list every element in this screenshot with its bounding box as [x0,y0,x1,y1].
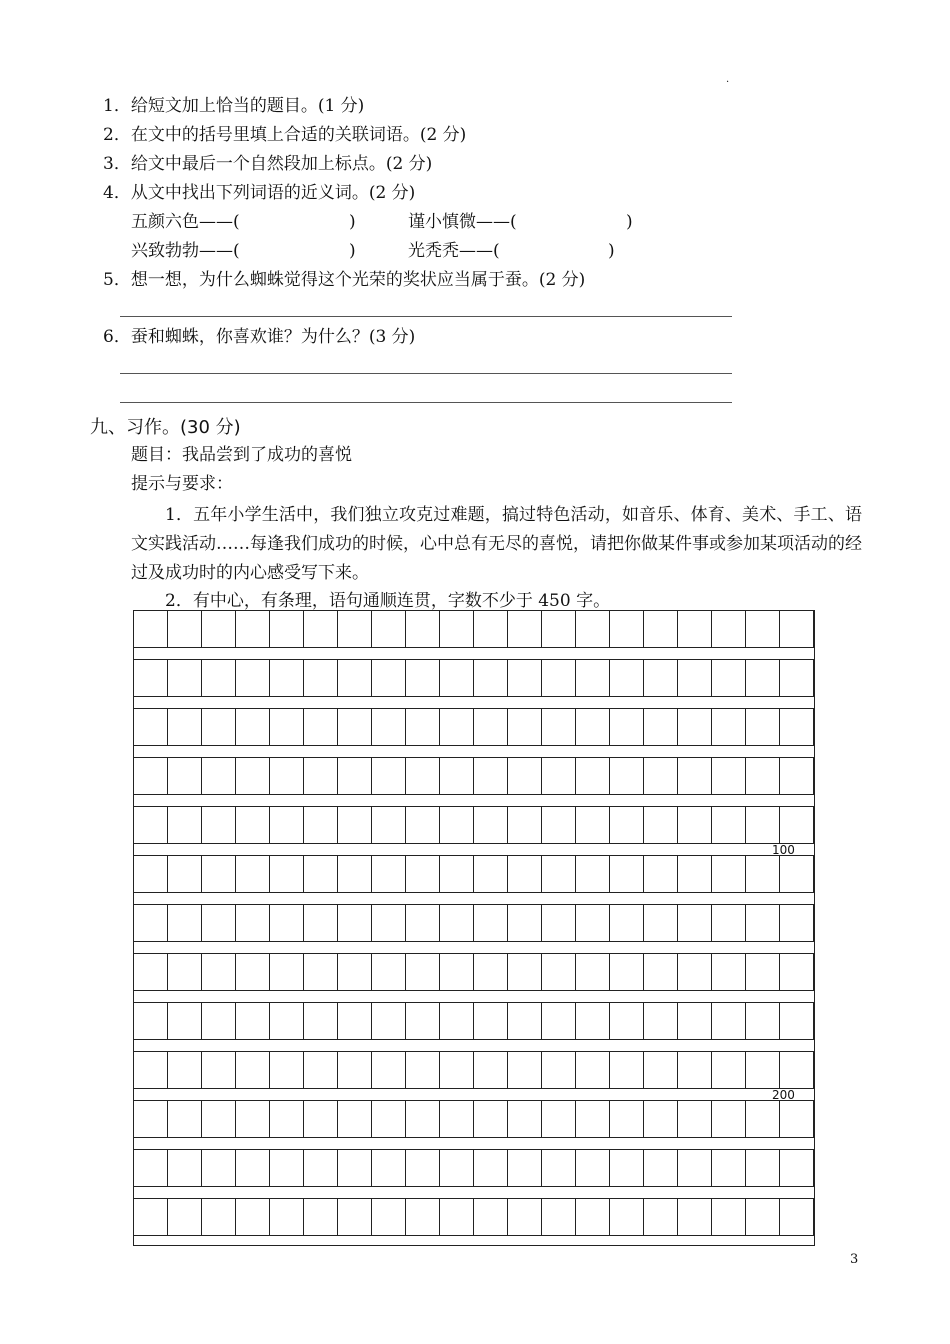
grid-cell[interactable] [167,855,202,893]
grid-cell[interactable] [541,953,576,991]
grid-cell[interactable] [575,708,610,746]
grid-cell[interactable] [711,1149,746,1187]
grid-cell[interactable] [541,904,576,942]
grid-cell[interactable] [133,1100,168,1138]
grid-cell[interactable] [337,1051,372,1089]
synonym-c-close: ) [349,241,356,261]
grid-cell[interactable] [541,1198,576,1236]
grid-cell[interactable] [167,1198,202,1236]
grid-cell[interactable] [439,855,474,893]
grid-cell[interactable] [575,953,610,991]
grid-cell[interactable] [133,1198,168,1236]
grid-cell[interactable] [303,659,338,697]
grid-cell[interactable] [235,1051,270,1089]
question-5: 5．想一想，为什么蜘蛛觉得这个光荣的奖状应当属于蚕。(2 分) [103,270,586,290]
grid-cell[interactable] [677,610,712,648]
grid-cell[interactable] [711,708,746,746]
synonym-b-label: 谨小慎微——( [408,212,517,232]
grid-cell[interactable] [609,1198,644,1236]
grid-cell[interactable] [405,708,440,746]
grid-cell[interactable] [303,708,338,746]
grid-cell[interactable] [133,1149,168,1187]
grid-cell[interactable] [337,757,372,795]
grid-cell[interactable] [133,708,168,746]
grid-cell[interactable] [677,1100,712,1138]
grid-cell[interactable] [133,757,168,795]
grid-cell[interactable] [235,855,270,893]
grid-cell[interactable] [609,610,644,648]
grid-cell[interactable] [439,757,474,795]
grid-cell[interactable] [405,953,440,991]
grid-cell[interactable] [643,1198,678,1236]
grid-cell[interactable] [745,1051,780,1089]
grid-cell[interactable] [201,757,236,795]
grid-cell[interactable] [405,1100,440,1138]
grid-cell[interactable] [677,757,712,795]
grid-cell[interactable] [371,610,406,648]
grid-cell[interactable] [201,659,236,697]
grid-cell[interactable] [201,855,236,893]
grid-cell[interactable] [167,1002,202,1040]
grid-cell[interactable] [507,904,542,942]
grid-cell[interactable] [235,953,270,991]
grid-cell[interactable] [337,659,372,697]
grid-cell[interactable] [779,806,814,844]
grid-cell[interactable] [643,806,678,844]
grid-cell[interactable] [337,1100,372,1138]
grid-cell[interactable] [371,659,406,697]
grid-cell[interactable] [677,708,712,746]
grid-cell[interactable] [167,1100,202,1138]
grid-cell[interactable] [235,1002,270,1040]
synonym-c-label: 兴致勃勃——( [131,241,240,261]
grid-cell[interactable] [507,757,542,795]
grid-cell[interactable] [473,1198,508,1236]
grid-cell[interactable] [507,659,542,697]
grid-cell[interactable] [235,1198,270,1236]
grid-cell[interactable] [779,855,814,893]
grid-cell[interactable] [201,1002,236,1040]
grid-cell[interactable] [779,1198,814,1236]
grid-cell[interactable] [337,708,372,746]
grid-cell[interactable] [473,855,508,893]
grid-cell[interactable] [779,1100,814,1138]
grid-cell[interactable] [473,953,508,991]
grid-cell[interactable] [269,953,304,991]
grid-cell[interactable] [779,757,814,795]
grid-cell[interactable] [371,1149,406,1187]
grid-cell[interactable] [269,855,304,893]
grid-cell[interactable] [473,1051,508,1089]
grid-cell[interactable] [643,659,678,697]
grid-cell[interactable] [269,1002,304,1040]
grid-cell[interactable] [405,610,440,648]
grid-cell[interactable] [507,953,542,991]
grid-cell[interactable] [235,757,270,795]
grid-cell[interactable] [473,708,508,746]
grid-cell[interactable] [779,904,814,942]
grid-cell[interactable] [201,904,236,942]
grid-cell[interactable] [303,757,338,795]
grid-cell[interactable] [541,855,576,893]
corner-dot: . [726,74,730,85]
grid-cell[interactable] [371,904,406,942]
grid-cell[interactable] [201,1198,236,1236]
grid-cell[interactable] [745,1198,780,1236]
grid-cell[interactable] [507,1149,542,1187]
grid-cell[interactable] [609,806,644,844]
grid-cell[interactable] [711,757,746,795]
grid-cell[interactable] [745,659,780,697]
grid-cell[interactable] [269,806,304,844]
grid-cell[interactable] [439,708,474,746]
grid-cell[interactable] [745,610,780,648]
grid-cell[interactable] [779,708,814,746]
grid-cell[interactable] [439,1051,474,1089]
synonym-d-label: 光秃秃——( [408,241,500,261]
grid-cell[interactable] [609,659,644,697]
grid-cell[interactable] [609,1100,644,1138]
question-4: 4．从文中找出下列词语的近义词。(2 分) [103,183,416,203]
grid-cell[interactable] [303,806,338,844]
grid-cell[interactable] [677,659,712,697]
grid-cell[interactable] [575,1149,610,1187]
grid-cell[interactable] [711,953,746,991]
grid-cell[interactable] [269,610,304,648]
grid-cell[interactable] [677,1149,712,1187]
grid-cell[interactable] [133,953,168,991]
grid-cell[interactable] [235,806,270,844]
grid-cell[interactable] [677,806,712,844]
grid-cell[interactable] [473,610,508,648]
question-3: 3．给文中最后一个自然段加上标点。(2 分) [103,154,433,174]
grid-cell[interactable] [201,610,236,648]
grid-cell[interactable] [609,953,644,991]
grid-cell[interactable] [269,1051,304,1089]
grid-cell[interactable] [371,1051,406,1089]
grid-cell[interactable] [473,806,508,844]
grid-cell[interactable] [371,1100,406,1138]
grid-cell[interactable] [711,904,746,942]
grid-cell[interactable] [235,1149,270,1187]
grid-cell[interactable] [371,1198,406,1236]
grid-cell[interactable] [541,1100,576,1138]
grid-cell[interactable] [405,1002,440,1040]
grid-cell[interactable] [473,757,508,795]
requirement-1: 1．五年小学生活中，我们独立攻克过难题，搞过特色活动，如音乐、体育、美术、手工、语文实践活动……每逢我们成功的时候，心中总有无尽的喜悦，请把你做某件事或参加某项活动的经过及成功时的内心感受写下来。 [131,505,862,583]
grid-cell[interactable] [405,659,440,697]
grid-cell[interactable] [269,659,304,697]
grid-cell[interactable] [711,855,746,893]
grid-cell[interactable] [405,1149,440,1187]
grid-cell[interactable] [269,1198,304,1236]
grid-cell[interactable] [711,1002,746,1040]
grid-cell[interactable] [167,659,202,697]
grid-cell[interactable] [643,904,678,942]
grid-cell[interactable] [371,806,406,844]
grid-cell[interactable] [303,953,338,991]
grid-cell[interactable] [405,806,440,844]
page-number: 3 [850,1252,859,1267]
grid-cell[interactable] [541,659,576,697]
grid-cell[interactable] [745,1100,780,1138]
grid-cell[interactable] [643,1051,678,1089]
word-count-mark: 100 [772,843,795,857]
grid-cell[interactable] [303,1198,338,1236]
grid-cell[interactable] [235,708,270,746]
grid-cell[interactable] [541,806,576,844]
grid-cell[interactable] [711,1100,746,1138]
grid-cell[interactable] [439,904,474,942]
grid-cell[interactable] [575,806,610,844]
grid-cell[interactable] [167,806,202,844]
grid-cell[interactable] [303,1100,338,1138]
grid-cell[interactable] [643,855,678,893]
grid-cell[interactable] [405,855,440,893]
grid-cell[interactable] [439,1198,474,1236]
grid-cell[interactable] [507,610,542,648]
grid-cell[interactable] [779,1051,814,1089]
grid-cell[interactable] [201,806,236,844]
grid-cell[interactable] [269,1100,304,1138]
grid-cell[interactable] [269,708,304,746]
grid-cell[interactable] [133,855,168,893]
grid-cell[interactable] [541,610,576,648]
grid-cell[interactable] [201,953,236,991]
grid-cell[interactable] [133,659,168,697]
grid-cell[interactable] [405,904,440,942]
grid-cell[interactable] [371,953,406,991]
grid-cell[interactable] [507,806,542,844]
grid-cell[interactable] [303,1051,338,1089]
requirement-2: 2．有中心，有条理，语句通顺连贯，字数不少于 450 字。 [165,591,611,611]
grid-cell[interactable] [371,757,406,795]
grid-cell[interactable] [473,1149,508,1187]
grid-cell[interactable] [133,1002,168,1040]
grid-cell[interactable] [133,806,168,844]
grid-cell[interactable] [337,610,372,648]
grid-cell[interactable] [643,757,678,795]
grid-cell[interactable] [303,610,338,648]
writing-grid [133,610,815,1246]
grid-cell[interactable] [133,610,168,648]
grid-cell[interactable] [235,659,270,697]
grid-cell[interactable] [745,806,780,844]
grid-cell[interactable] [507,855,542,893]
grid-cell[interactable] [711,806,746,844]
grid-cell[interactable] [507,1100,542,1138]
grid-cell[interactable] [439,806,474,844]
grid-cell[interactable] [167,904,202,942]
synonym-a-label: 五颜六色——( [131,212,240,232]
grid-cell[interactable] [507,1002,542,1040]
grid-cell[interactable] [643,1149,678,1187]
grid-cell[interactable] [711,1198,746,1236]
grid-cell[interactable] [609,1002,644,1040]
grid-cell[interactable] [575,659,610,697]
grid-cell[interactable] [133,904,168,942]
synonym-d-close: ) [608,241,615,261]
grid-cell[interactable] [745,904,780,942]
grid-cell[interactable] [371,708,406,746]
grid-cell[interactable] [405,757,440,795]
grid-cell[interactable] [643,953,678,991]
grid-cell[interactable] [711,1051,746,1089]
essay-title: 题目：我品尝到了成功的喜悦 [131,445,352,465]
grid-cell[interactable] [337,855,372,893]
grid-cell[interactable] [473,1002,508,1040]
grid-cell[interactable] [235,1100,270,1138]
grid-cell[interactable] [337,1149,372,1187]
grid-cell[interactable] [235,904,270,942]
grid-cell[interactable] [779,1002,814,1040]
grid-cell[interactable] [337,904,372,942]
grid-cell[interactable] [575,757,610,795]
grid-cell[interactable] [269,757,304,795]
grid-cell[interactable] [439,610,474,648]
grid-cell[interactable] [167,953,202,991]
grid-cell[interactable] [439,953,474,991]
grid-cell[interactable] [745,1002,780,1040]
grid-cell[interactable] [303,1002,338,1040]
grid-cell[interactable] [711,659,746,697]
grid-cell[interactable] [779,1149,814,1187]
grid-cell[interactable] [201,1100,236,1138]
grid-cell[interactable] [745,708,780,746]
grid-cell[interactable] [337,953,372,991]
question-6: 6．蚕和蜘蛛，你喜欢谁？为什么？(3 分) [103,327,416,347]
grid-cell[interactable] [677,1198,712,1236]
grid-cell[interactable] [167,610,202,648]
grid-cell[interactable] [575,610,610,648]
grid-cell[interactable] [439,659,474,697]
grid-cell[interactable] [575,1198,610,1236]
grid-cell[interactable] [507,1051,542,1089]
section-heading: 九、习作。(30 分) [90,417,241,438]
grid-cell[interactable] [235,610,270,648]
grid-cell[interactable] [507,708,542,746]
grid-cell[interactable] [745,953,780,991]
question-1: 1．给短文加上恰当的题目。(1 分) [103,96,365,116]
grid-cell[interactable] [711,610,746,648]
grid-cell[interactable] [303,1149,338,1187]
grid-cell[interactable] [575,1002,610,1040]
grid-cell[interactable] [303,855,338,893]
grid-cell[interactable] [677,1051,712,1089]
grid-cell[interactable] [371,1002,406,1040]
grid-cell[interactable] [643,610,678,648]
grid-cell[interactable] [371,855,406,893]
grid-cell[interactable] [677,953,712,991]
grid-cell[interactable] [779,953,814,991]
grid-cell[interactable] [337,806,372,844]
answer-line-5 [120,316,732,317]
synonym-a-close: ) [349,212,356,232]
word-count-mark: 200 [772,1088,795,1102]
grid-cell[interactable] [609,904,644,942]
answer-line-6b [120,402,732,403]
grid-cell[interactable] [337,1002,372,1040]
grid-cell[interactable] [541,1149,576,1187]
grid-cell[interactable] [541,1051,576,1089]
grid-cell[interactable] [779,610,814,648]
grid-cell[interactable] [439,1002,474,1040]
grid-cell[interactable] [745,855,780,893]
grid-cell[interactable] [167,1051,202,1089]
grid-cell[interactable] [439,1149,474,1187]
grid-cell[interactable] [167,708,202,746]
grid-cell[interactable] [167,1149,202,1187]
grid-cell[interactable] [541,757,576,795]
grid-cell[interactable] [609,855,644,893]
grid-cell[interactable] [507,1198,542,1236]
grid-cell[interactable] [677,1002,712,1040]
grid-cell[interactable] [575,904,610,942]
grid-cell[interactable] [575,1051,610,1089]
grid-cell[interactable] [541,1002,576,1040]
grid-cell[interactable] [337,1198,372,1236]
grid-cell[interactable] [677,904,712,942]
grid-cell[interactable] [609,757,644,795]
grid-cell[interactable] [167,757,202,795]
grid-cell[interactable] [609,708,644,746]
grid-cell[interactable] [677,855,712,893]
grid-cell[interactable] [643,1002,678,1040]
grid-cell[interactable] [269,1149,304,1187]
essay-hint: 提示与要求： [131,474,233,494]
grid-cell[interactable] [609,1051,644,1089]
grid-cell[interactable] [541,708,576,746]
grid-cell[interactable] [405,1198,440,1236]
grid-cell[interactable] [745,757,780,795]
grid-cell[interactable] [133,1051,168,1089]
grid-cell[interactable] [609,1149,644,1187]
grid-cell[interactable] [201,1051,236,1089]
grid-cell[interactable] [473,904,508,942]
grid-cell[interactable] [201,1149,236,1187]
synonym-b-close: ) [626,212,633,232]
grid-cell[interactable] [473,659,508,697]
grid-cell[interactable] [575,1100,610,1138]
grid-cell[interactable] [779,659,814,697]
grid-cell[interactable] [269,904,304,942]
grid-cell[interactable] [405,1051,440,1089]
question-2: 2．在文中的括号里填上合适的关联词语。(2 分) [103,125,467,145]
grid-cell[interactable] [303,904,338,942]
grid-cell[interactable] [473,1100,508,1138]
grid-cell[interactable] [575,855,610,893]
grid-cell[interactable] [643,708,678,746]
grid-cell[interactable] [745,1149,780,1187]
answer-line-6a [120,373,732,374]
grid-cell[interactable] [201,708,236,746]
grid-cell[interactable] [643,1100,678,1138]
grid-cell[interactable] [439,1100,474,1138]
